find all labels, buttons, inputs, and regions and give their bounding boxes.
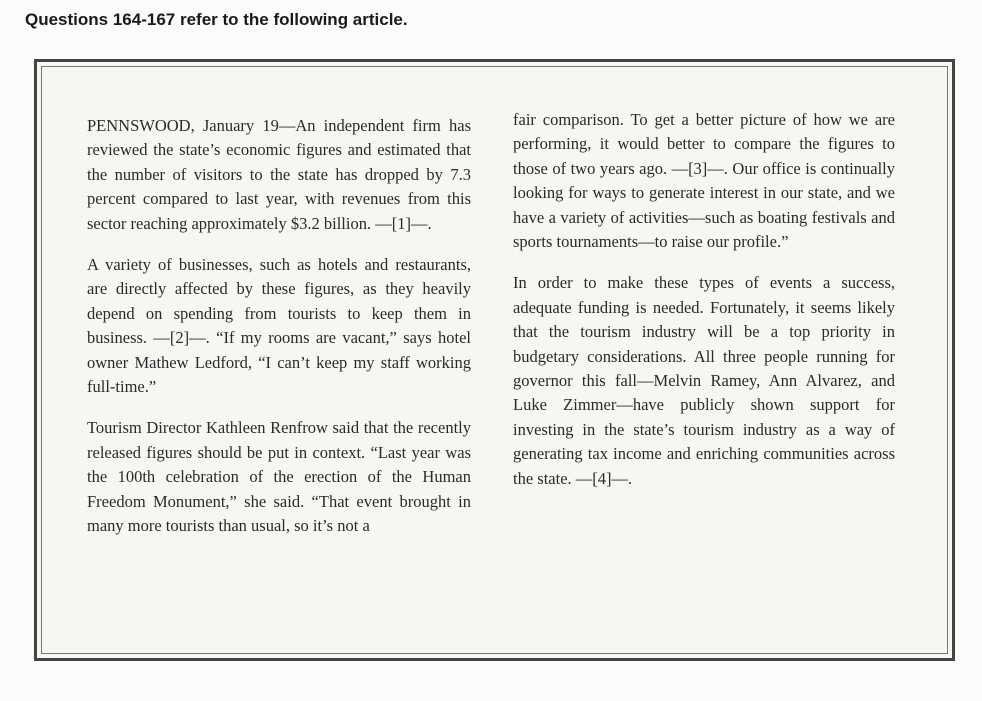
article-paragraph-4: fair comparison. To get a better picture of how we are performing, it would better to compare the figures to those of two years ago. —[3]—. Our office is continually looking for ways to generate interest in our state, and we have a variety of activities—such as boating festivals and sports tournaments—to raise our profile.”	[513, 110, 895, 252]
article-paragraph-3: Tourism Director Kathleen Renfrow said that the recently released figures should be put in context. “Last year was the 100th celebration of the erection of the Human Freedom Monument,” she said. “That event brought in many more tourists than usual, so it’s not a	[87, 418, 471, 536]
article-right-column	[513, 108, 895, 508]
question-instruction: refer to the following article.	[175, 10, 408, 29]
article-left-column	[87, 114, 471, 556]
article-frame	[34, 59, 955, 661]
article-paragraph-2: A variety of businesses, such as hotels and restaurants, are directly affected by these figures, as they heavily depend on spending from tourists to keep them in business. —[2]—. “If my rooms are vacant,” says hotel owner Mathew Ledford, “I can’t keep my staff working full-time.”	[87, 255, 471, 397]
article-paragraph-1: PENNSWOOD, January 19—An independent firm has reviewed the state’s economic figures and estimated that the number of visitors to the state has dropped by 7.3 percent compared to last year, with revenues from this sector reaching approximately $3.2 billion. —[1]—.	[87, 116, 471, 233]
question-numbers: Questions 164-167	[25, 10, 176, 29]
article-paragraph-5: In order to make these types of events a success, adequate funding is needed. Fortunately, it seems likely that the tourism industry will be a top priority in budgetary considerations. All three people running for governor this fall—Melvin Ramey, Ann Alvarez, and Luke Zimmer—have publicly shown support for investing in the state’s tourism industry as a way of generating tax income and enriching communities across the state. —[4]—.	[513, 273, 895, 488]
question-header	[25, 10, 408, 30]
